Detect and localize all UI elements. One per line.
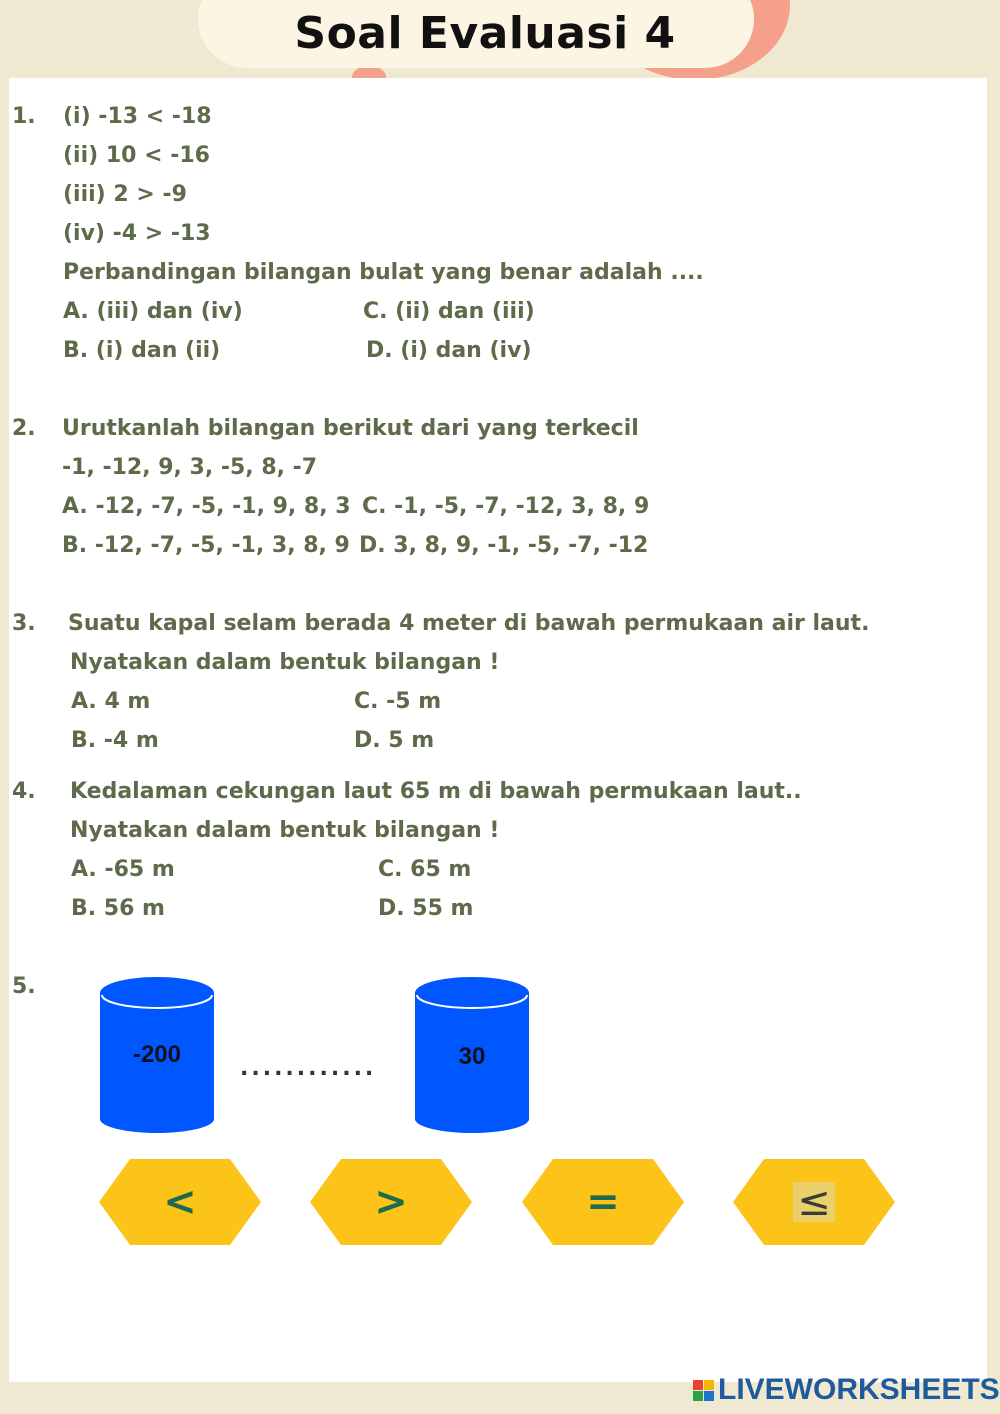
choice-greater-than-button[interactable] bbox=[310, 1159, 472, 1245]
q3-question-line2: Nyatakan dalam bentuk bilangan ! bbox=[70, 650, 500, 675]
q1-statement-i: (i) -13 < -18 bbox=[63, 104, 212, 129]
question-2-number: 2. bbox=[12, 416, 36, 441]
q3-option-a[interactable]: A. 4 m bbox=[71, 689, 151, 714]
choice-less-than-button[interactable] bbox=[99, 1159, 261, 1245]
question-4-number: 4. bbox=[12, 779, 36, 804]
question-1-number: 1. bbox=[12, 104, 36, 129]
liveworksheets-logo[interactable] bbox=[693, 1372, 1000, 1408]
q4-option-b[interactable]: B. 56 m bbox=[71, 896, 165, 921]
right-cylinder-value: 30 bbox=[458, 1043, 486, 1070]
q2-option-c[interactable]: C. -1, -5, -7, -12, 3, 8, 9 bbox=[362, 494, 650, 519]
q3-question-line1: Suatu kapal selam berada 4 meter di bawah permukaan air laut. bbox=[68, 611, 870, 636]
q3-option-d[interactable]: D. 5 m bbox=[354, 728, 435, 753]
left-cylinder-value: -200 bbox=[132, 1041, 182, 1068]
q1-statement-iv: (iv) -4 > -13 bbox=[63, 221, 211, 246]
q2-numbers: -1, -12, 9, 3, -5, 8, -7 bbox=[62, 455, 318, 480]
choice-less-or-equal-button[interactable] bbox=[733, 1159, 895, 1245]
q1-question: Perbandingan bilangan bulat yang benar adalah .... bbox=[63, 260, 704, 285]
q4-question-line1: Kedalaman cekungan laut 65 m di bawah permukaan laut.. bbox=[70, 779, 802, 804]
choice-equal-button[interactable] bbox=[522, 1159, 684, 1245]
choice-greater-than-label: > bbox=[374, 1179, 408, 1225]
comparison-blank[interactable]: ............ bbox=[240, 1056, 377, 1081]
q4-option-a[interactable]: A. -65 m bbox=[71, 857, 175, 882]
q2-option-a[interactable]: A. -12, -7, -5, -1, 9, 8, 3 bbox=[62, 494, 351, 519]
liveworksheets-logo-icon bbox=[693, 1380, 714, 1401]
right-cylinder bbox=[414, 975, 530, 1135]
choice-less-than-label: < bbox=[163, 1179, 197, 1225]
q4-option-d[interactable]: D. 55 m bbox=[378, 896, 474, 921]
logo-text: LIVEWORKSHEETS bbox=[718, 1373, 1000, 1406]
q1-option-b[interactable]: B. (i) dan (ii) bbox=[63, 338, 221, 363]
q3-option-b[interactable]: B. -4 m bbox=[71, 728, 159, 753]
q1-statement-iii: (iii) 2 > -9 bbox=[63, 182, 187, 207]
choice-less-or-equal-label bbox=[733, 1159, 895, 1245]
left-cylinder bbox=[99, 975, 215, 1135]
q2-option-b[interactable]: B. -12, -7, -5, -1, 3, 8, 9 bbox=[62, 533, 350, 558]
question-3-number: 3. bbox=[12, 611, 36, 636]
q1-option-d[interactable]: D. (i) dan (iv) bbox=[366, 338, 532, 363]
q1-option-c[interactable]: C. (ii) dan (iii) bbox=[363, 299, 535, 324]
q2-question: Urutkanlah bilangan berikut dari yang terkecil bbox=[62, 416, 639, 441]
page-title: Soal Evaluasi 4 bbox=[294, 8, 676, 59]
q1-option-a[interactable]: A. (iii) dan (iv) bbox=[63, 299, 243, 324]
q3-option-c[interactable]: C. -5 m bbox=[354, 689, 442, 714]
q4-option-c[interactable]: C. 65 m bbox=[378, 857, 472, 882]
q2-option-d[interactable]: D. 3, 8, 9, -1, -5, -7, -12 bbox=[359, 533, 649, 558]
q4-question-line2: Nyatakan dalam bentuk bilangan ! bbox=[70, 818, 500, 843]
q1-statement-ii: (ii) 10 < -16 bbox=[63, 143, 210, 168]
less-or-equal-symbol: ≤ bbox=[793, 1182, 835, 1222]
question-5-number: 5. bbox=[12, 974, 36, 999]
choice-equal-label: = bbox=[586, 1179, 620, 1225]
